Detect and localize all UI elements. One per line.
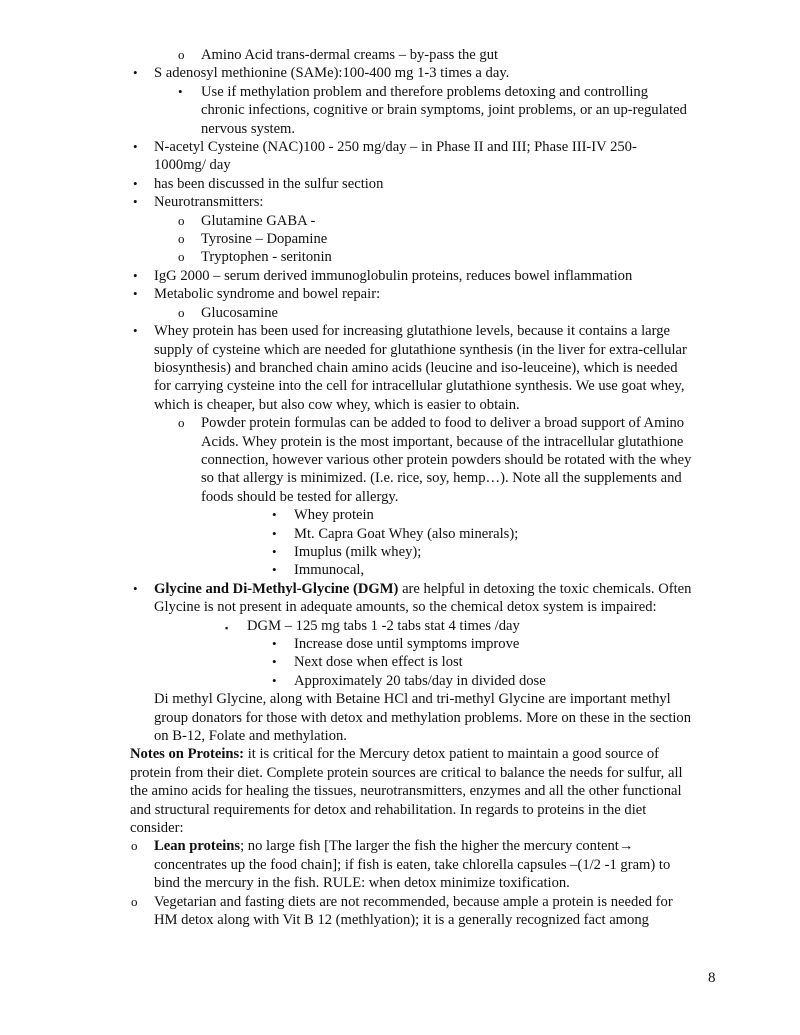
line-text: DGM – 125 mg tabs 1 -2 tabs stat 4 times /day [247, 617, 520, 634]
circle-bullet-icon: o [178, 231, 185, 247]
circle-bullet-icon: o [131, 893, 138, 909]
line-text: Tryptophen - seritonin [201, 249, 332, 266]
list-item [0, 248, 800, 266]
list-item [0, 46, 800, 64]
line-text: Glucosamine [201, 304, 279, 321]
document-page [0, 46, 800, 930]
line-text: N-acetyl Cysteine (NAC)100 - 250 mg/day – in Phase II and III; Phase III-IV 250-1000mg/ day [154, 139, 637, 174]
bold-term: Lean proteins [154, 838, 241, 855]
list-item [0, 893, 800, 930]
paragraph-text [130, 745, 692, 837]
line-text [154, 837, 696, 892]
line-rest: ; no large fish [The larger the fish the higher the mercury content→ concentrates up the food chain]; if fish is eaten, take chlorella capsules –(1/2 -1 gram) to bind the mercury in the fish. RULE: when detox minimize toxification. [154, 838, 671, 892]
bold-term: Glycine and Di-Methyl-Glycine (DGM) [154, 580, 399, 597]
disc-bullet-icon: • [133, 139, 138, 155]
disc-bullet-icon: • [272, 672, 277, 688]
line-text [154, 580, 699, 617]
list-item [0, 561, 800, 579]
disc-bullet-icon: • [272, 562, 277, 578]
disc-bullet-icon: • [272, 654, 277, 670]
line-text: IgG 2000 – serum derived immunoglobulin proteins, reduces bowel inflammation [154, 267, 633, 284]
paragraph-rest: it is critical for the Mercury detox patient to maintain a good source of protein from their diet. Complete protein sources are critical to balance the needs for sulfur, all the amino acids for healing the tissues, neurotransmitters, enzymes and all the other functional and structural requirements for detox and rehabilitation. In regards to proteins in the diet consider: [130, 746, 683, 837]
disc-bullet-icon: • [133, 267, 138, 283]
line-text: Approximately 20 tabs/day in divided dose [294, 672, 546, 689]
circle-bullet-icon: o [131, 838, 138, 854]
list-item [0, 635, 800, 653]
line-text: Tyrosine – Dopamine [201, 231, 328, 248]
line-text: has been discussed in the sulfur section [154, 175, 384, 192]
line-text: Next dose when effect is lost [294, 654, 463, 671]
circle-bullet-icon: o [178, 304, 185, 320]
list-item [0, 83, 800, 138]
list-item [0, 267, 800, 285]
disc-bullet-icon: • [272, 507, 277, 523]
line-text: Vegetarian and fasting diets are not recommended, because ample a protein is needed for HM detox along with Vit B 12 (methlyation); it is a generally recognized fact among [154, 893, 673, 929]
list-item [0, 285, 800, 303]
square-bullet-icon: ▪ [225, 622, 229, 633]
list-item [0, 837, 800, 892]
disc-bullet-icon: • [133, 286, 138, 302]
list-item [0, 212, 800, 230]
list-item [0, 672, 800, 690]
line-text: Metabolic syndrome and bowel repair: [154, 286, 381, 303]
line-text: Immunocal, [294, 562, 365, 579]
paragraph [0, 690, 800, 745]
circle-bullet-icon: o [178, 212, 185, 228]
line-text: Use if methylation problem and therefore problems detoxing and controlling chronic infections, cognitive or brain symptoms, joint problems, or an up-regulated nervous system. [201, 83, 687, 137]
line-text: Whey protein has been used for increasing glutathione levels, because it contains a large supply of cysteine which are needed for glutathione synthesis (in the liver for extra-cellular biosynthesis) and branched chain amino acids (leucine and iso-leuceine), which is needed for carrying cysteine into the cell for intracellular glutathione synthesis. We use goat whey, which is cheaper, but also cow whey, which is easier to obtain. [154, 323, 687, 413]
line-text: Increase dose until symptoms improve [294, 636, 520, 652]
list-item [0, 175, 800, 193]
list-item [0, 543, 800, 561]
bold-heading: Notes on Proteins: [130, 746, 245, 763]
line-text: Glutamine GABA - [201, 212, 316, 229]
list-item [0, 138, 800, 175]
disc-bullet-icon: • [272, 636, 277, 651]
disc-bullet-icon: • [133, 65, 138, 81]
circle-bullet-icon: o [178, 249, 185, 265]
list-item [0, 414, 800, 506]
line-text: S adenosyl methionine (SAMe):100-400 mg 1-3 times a day. [154, 65, 510, 82]
paragraph [0, 745, 800, 837]
list-item [0, 580, 800, 617]
line-text: Whey protein [294, 507, 374, 524]
paragraph-text: Di methyl Glycine, along with Betaine HCl and tri-methyl Glycine are important methyl group donators for those with detox and methylation problems. More on these in the section on B-12, Folate and methylation. [154, 691, 692, 745]
list-item [0, 64, 800, 82]
line-rest: are helpful in detoxing the toxic chemicals. Often Glycine is not present in adequate amounts, so the chemical detox system is impaired: [154, 580, 692, 616]
list-item [0, 653, 800, 671]
list-item [0, 193, 800, 211]
circle-bullet-icon: o [178, 415, 185, 431]
line-text: Amino Acid trans-dermal creams – by-pass the gut [201, 47, 499, 63]
circle-bullet-icon: o [178, 47, 185, 62]
line-text: Neurotransmitters: [154, 194, 264, 211]
list-item [0, 322, 800, 414]
disc-bullet-icon: • [133, 580, 138, 596]
disc-bullet-icon: • [178, 83, 183, 99]
list-item [0, 525, 800, 543]
disc-bullet-icon: • [272, 525, 277, 541]
disc-bullet-icon: • [272, 543, 277, 559]
line-text: Mt. Capra Goat Whey (also minerals); [294, 525, 519, 542]
list-item [0, 617, 800, 635]
disc-bullet-icon: • [133, 323, 138, 339]
disc-bullet-icon: • [133, 194, 138, 210]
list-item [0, 506, 800, 524]
disc-bullet-icon: • [133, 175, 138, 191]
line-text: Imuplus (milk whey); [294, 543, 422, 560]
list-item [0, 304, 800, 322]
page-number: 8 [708, 970, 716, 986]
line-text: Powder protein formulas can be added to food to deliver a broad support of Amino Acids. Whey protein is the most important, because of the intracellular glutathione connection, however various other protein powders should be rotated with the whey so that allergy is minimized. (I.e. rice, soy, hemp…). Note all the supplements and foods should be tested for allergy. [201, 415, 692, 505]
list-item [0, 230, 800, 248]
